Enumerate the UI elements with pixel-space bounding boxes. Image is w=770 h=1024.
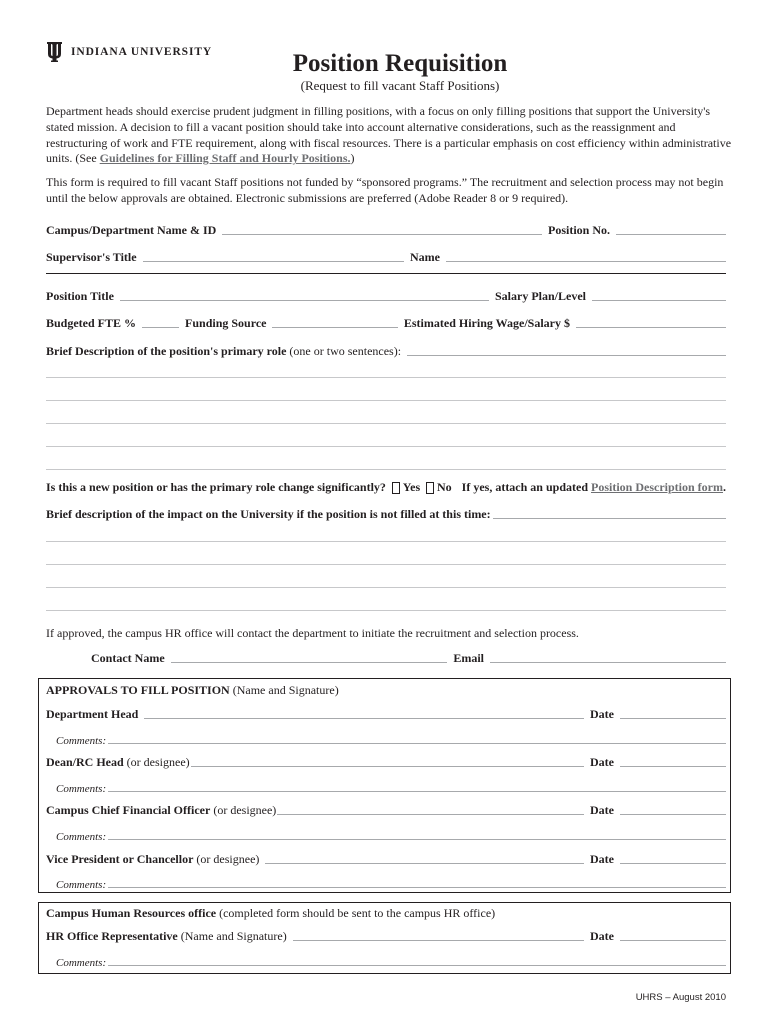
impact-row bbox=[46, 506, 726, 522]
comments-row bbox=[56, 875, 726, 891]
dean-field[interactable] bbox=[191, 766, 584, 767]
supervisor-row bbox=[46, 249, 726, 265]
budgeted-fte-label: Budgeted FTE % bbox=[46, 316, 137, 330]
approvals-heading-rest: (Name and Signature) bbox=[229, 683, 339, 697]
yes-checkbox[interactable] bbox=[392, 482, 400, 494]
department-head-field[interactable] bbox=[144, 718, 584, 719]
vp-field[interactable] bbox=[265, 863, 584, 864]
hiring-wage-label: Estimated Hiring Wage/Salary $ bbox=[403, 316, 570, 330]
comments-row bbox=[56, 779, 726, 795]
cfo-row bbox=[46, 802, 726, 818]
contact-name-field[interactable] bbox=[171, 662, 448, 663]
hr-rep-label-bold: HR Office Representative bbox=[46, 929, 178, 943]
dean-label-bold: Dean/RC Head bbox=[46, 755, 124, 769]
attach-text: If yes, attach an updated bbox=[461, 480, 592, 494]
vp-row bbox=[46, 851, 726, 867]
contact-name-label: Contact Name bbox=[91, 651, 165, 665]
hr-rep-row bbox=[46, 928, 726, 944]
salary-plan-field[interactable] bbox=[592, 300, 726, 301]
intro-text: Department heads should exercise prudent judgment in filling positions, with a focus on only filling positions that support the University's stated mission. A decision to fill a vacant position should take into account alternative considerations, such as the reassignment and restructuring of work and FTE requirement, along with fiscal resources. There is a particular emphasis on cost efficiency within administrative units. (See bbox=[46, 104, 732, 166]
fte-funding-row bbox=[46, 315, 726, 331]
date-label: Date bbox=[590, 803, 614, 817]
contact-row bbox=[91, 650, 726, 666]
date-label: Date bbox=[590, 755, 614, 769]
page-subtitle: (Request to fill vacant Staff Positions) bbox=[300, 78, 500, 93]
approvals-heading-bold: APPROVALS TO FILL POSITION bbox=[46, 683, 230, 697]
vp-date-field[interactable] bbox=[620, 863, 726, 864]
comments-label: Comments: bbox=[56, 957, 107, 969]
impact-line[interactable] bbox=[46, 541, 726, 542]
brief-description-label-rest: (one or two sentences): bbox=[286, 344, 402, 358]
funding-source-label: Funding Source bbox=[185, 316, 267, 330]
form-requirement-paragraph: This form is required to fill vacant Staff positions not funded by “sponsored programs.” The recruitment and selection process may not begin until the below approvals are obtained. Electronic submissions are preferred (Adobe Reader 8 or 9 required). bbox=[46, 175, 724, 205]
hiring-wage-field[interactable] bbox=[576, 327, 726, 328]
comments-row bbox=[56, 827, 726, 843]
yes-label: Yes bbox=[402, 480, 421, 494]
cfo-date-field[interactable] bbox=[620, 814, 726, 815]
intro-text-end: ) bbox=[350, 151, 355, 166]
brief-description-line[interactable] bbox=[46, 446, 726, 447]
impact-line[interactable] bbox=[46, 610, 726, 611]
dean-label bbox=[46, 755, 190, 770]
position-no-field[interactable] bbox=[616, 234, 726, 235]
impact-line[interactable] bbox=[46, 587, 726, 588]
page-title: Position Requisition bbox=[292, 50, 508, 77]
position-title-label: Position Title bbox=[46, 289, 114, 303]
brief-description-line[interactable] bbox=[46, 377, 726, 378]
email-field[interactable] bbox=[490, 662, 726, 663]
position-title-field[interactable] bbox=[120, 300, 489, 301]
approvals-heading bbox=[46, 683, 339, 698]
hr-heading bbox=[46, 906, 495, 921]
campus-department-row bbox=[46, 222, 726, 238]
position-title-row bbox=[46, 288, 726, 304]
intro-paragraph bbox=[46, 104, 732, 167]
supervisor-name-label: Name bbox=[410, 250, 440, 264]
dean-row bbox=[46, 754, 726, 770]
department-head-row bbox=[46, 706, 726, 722]
supervisor-title-label: Supervisor's Title bbox=[46, 250, 137, 264]
date-label: Date bbox=[590, 852, 614, 866]
impact-line[interactable] bbox=[46, 564, 726, 565]
section-divider bbox=[46, 273, 726, 274]
comments-label: Comments: bbox=[56, 831, 107, 843]
supervisor-name-field[interactable] bbox=[446, 261, 726, 262]
brief-description-line[interactable] bbox=[46, 400, 726, 401]
hr-rep-field[interactable] bbox=[293, 940, 584, 941]
date-label: Date bbox=[590, 929, 614, 943]
supervisor-title-field[interactable] bbox=[143, 261, 404, 262]
brief-description-line[interactable] bbox=[46, 423, 726, 424]
brief-description-line[interactable] bbox=[46, 469, 726, 470]
no-label: No bbox=[436, 480, 452, 494]
new-position-question: Is this a new position or has the primary role change significantly? bbox=[46, 480, 386, 494]
hr-heading-rest: (completed form should be sent to the campus HR office) bbox=[216, 906, 496, 920]
cfo-label-bold: Campus Chief Financial Officer bbox=[46, 803, 211, 817]
department-head-date-field[interactable] bbox=[620, 718, 726, 719]
attach-end: . bbox=[723, 480, 726, 494]
salary-plan-label: Salary Plan/Level bbox=[495, 289, 586, 303]
brief-description-label bbox=[46, 344, 401, 359]
position-description-link[interactable]: Position Description form bbox=[591, 480, 723, 494]
comments-field[interactable] bbox=[108, 887, 726, 888]
vp-label-bold: Vice President or Chancellor bbox=[46, 852, 194, 866]
hr-rep-label-rest: (Name and Signature) bbox=[177, 929, 287, 943]
dean-label-rest: (or designee) bbox=[123, 755, 190, 769]
no-checkbox[interactable] bbox=[426, 482, 434, 494]
cfo-field[interactable] bbox=[277, 814, 584, 815]
cfo-label bbox=[46, 803, 276, 818]
contact-note: If approved, the campus HR office will contact the department to initiate the recruitment and selection process. bbox=[46, 626, 579, 640]
position-no-label: Position No. bbox=[547, 223, 610, 237]
new-position-question-row bbox=[46, 479, 726, 495]
email-label: Email bbox=[453, 651, 484, 665]
cfo-label-rest: (or designee) bbox=[210, 803, 277, 817]
comments-label: Comments: bbox=[56, 783, 107, 795]
comments-field[interactable] bbox=[108, 839, 726, 840]
brief-description-field[interactable] bbox=[407, 355, 726, 356]
comments-label: Comments: bbox=[56, 735, 107, 747]
comments-field[interactable] bbox=[108, 791, 726, 792]
department-head-label: Department Head bbox=[46, 707, 139, 721]
dean-date-field[interactable] bbox=[620, 766, 726, 767]
campus-department-field[interactable] bbox=[222, 234, 542, 235]
comments-label: Comments: bbox=[56, 879, 107, 891]
brief-description-label-bold: Brief Description of the position's primary role bbox=[46, 344, 287, 358]
footer-version: UHRS – August 2010 bbox=[635, 992, 726, 1003]
budgeted-fte-field[interactable] bbox=[142, 327, 179, 328]
date-label: Date bbox=[590, 707, 614, 721]
comments-row bbox=[56, 953, 726, 969]
hr-rep-label bbox=[46, 929, 287, 944]
vp-label bbox=[46, 852, 259, 867]
impact-label: Brief description of the impact on the University if the position is not filled at this time: bbox=[46, 507, 491, 521]
vp-label-rest: (or designee) bbox=[193, 852, 260, 866]
comments-row bbox=[56, 731, 726, 747]
comments-field[interactable] bbox=[108, 965, 726, 966]
guidelines-link[interactable]: Guidelines for Filling Staff and Hourly Positions. bbox=[99, 151, 351, 166]
institution-name: INDIANA UNIVERSITY bbox=[71, 46, 213, 58]
funding-source-field[interactable] bbox=[272, 327, 397, 328]
impact-field[interactable] bbox=[493, 518, 726, 519]
comments-field[interactable] bbox=[108, 743, 726, 744]
brief-description-row bbox=[46, 343, 726, 359]
hr-date-field[interactable] bbox=[620, 940, 726, 941]
attach-instruction bbox=[462, 480, 726, 495]
campus-department-label: Campus/Department Name & ID bbox=[46, 223, 217, 237]
hr-heading-bold: Campus Human Resources office bbox=[46, 906, 217, 920]
